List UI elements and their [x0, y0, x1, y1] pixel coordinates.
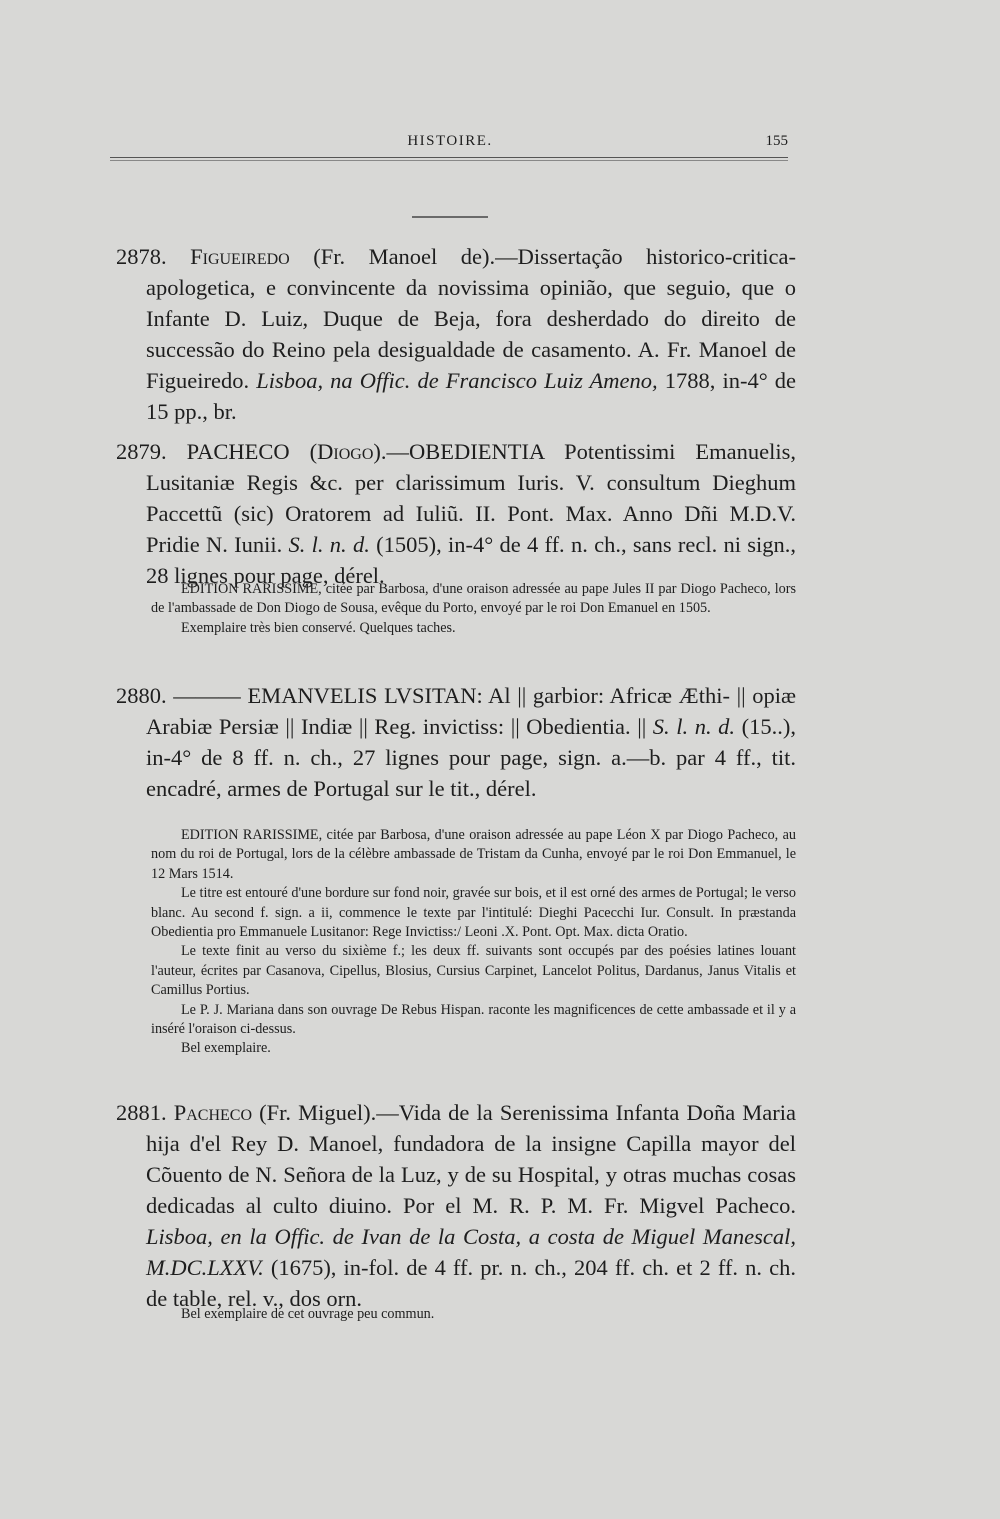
- entry-title: —Vida de la Serenissima Infanta Doña Maria hija d'el Rey D. Manoel, fundadora de la insigne Capilla mayor del Cõuento de N. Señora de la Luz, y de su Hospital, y otras muchas cosas dedicadas al culto diuino. Por el M. R. P. M. Fr. Migvel Pacheco.: [146, 1100, 797, 1218]
- running-head: [112, 133, 788, 157]
- entry-number: 2880.: [116, 683, 167, 708]
- note-paragraph: Bel exemplaire de cet ouvrage peu commun.: [181, 1306, 435, 1322]
- entry-author-detail: (Fr. Manoel de).: [289, 244, 496, 269]
- entry-imprint: Lisboa, na Offic. de Francisco Luiz Ameno,: [256, 368, 658, 393]
- note-paragraph: Bel exemplaire.: [181, 1040, 271, 1057]
- note-paragraph: Le P. J. Mariana dans son ouvrage De Rebus Hispan. raconte les magnificences de cette ambassade et il y a inséré l'oraison ci-dessus.: [151, 1001, 796, 1038]
- entry-author-firstname: Diogo: [317, 439, 374, 464]
- entry-number: 2881.: [116, 1100, 167, 1125]
- entry-collation: 1788, in-4° de 15 pp., br.: [146, 368, 797, 424]
- note-paragraph: EDITION RARISSIME, citée par Barbosa, d'une oraison adressée au pape Léon X par Diogo Pacheco, au nom du roi de Portugal, lors de la célèbre ambassade de Tristam da Cunha, envoyé par le roi Don Emmanuel, le 12 Mars 1514.: [151, 827, 796, 882]
- page-title: HISTOIRE.: [407, 133, 493, 149]
- entry-collation: (15..), in-4° de 8 ff. n. ch., 27 lignes pour page, sign. a.—b. par 4 ff., tit. encadré, armes de Portugal sur le tit., dérel.: [146, 714, 796, 801]
- entry-imprint: S. l. n. d.: [652, 714, 736, 739]
- note-paragraph: EDITION RARISSIME, citée par Barbosa, d'une oraison adressée au pape Jules II par Diogo Pacheco, lors de l'ambassade de Don Diogo de Sousa, evêque du Porto, envoyé par le roi Don Emanuel en 1505.: [151, 581, 796, 617]
- entry-title: EMANVELIS LVSITAN: Al || garbior: Africæ Æthi- || opiæ Arabiæ Persiæ || Indiæ || Reg. invictiss: || Obedientia. ||: [146, 683, 797, 739]
- note-paragraph: Exemplaire très bien conservé. Quelques taches.: [181, 619, 456, 636]
- entry-number: 2878.: [116, 244, 167, 269]
- catalog-entry-2879: [116, 436, 796, 591]
- note-paragraph: Le texte finit au verso du sixième f.; les deux ff. suivants sont occupés par des poésies latines louant l'auteur, écrites par Casanova, Cipellus, Blosius, Cursius Carpinet, Lancelot Politus, Dardanus, Janus Vitalis et Camillus Portius.: [151, 943, 796, 999]
- entry-collation: (1675), in-fol. de 4 ff. pr. n. ch., 204 ff. ch. et 2 ff. n. ch. de table, rel. v., dos orn.: [146, 1255, 796, 1311]
- ditto-dash: ———: [166, 683, 248, 708]
- entry-author: Pacheco: [173, 1100, 253, 1125]
- entry-note-2881: [151, 1305, 796, 1324]
- catalog-entry-2881: [116, 1097, 797, 1314]
- ornamental-rule: [412, 216, 488, 218]
- entry-collation: (1505), in-4° de 4 ff. n. ch., sans recl. ni sign., 28 lignes pour page, dérel.: [146, 532, 796, 588]
- catalog-entry-2880: [116, 680, 797, 804]
- header-rule-secondary: [110, 160, 788, 161]
- entry-title: —OBEDIENTIA Potentissimi Emanuelis, Lusitaniæ Regis &c. per clarissimum Iuris. V. consultum Dieghum Paccettũ (sic) Oratorem ad Iuliũ. II. Pont. Max. Anno Dñi M.D.V. Pridie N. Iunii.: [146, 439, 796, 557]
- entry-imprint: Lisboa, en la Offic. de Ivan de la Costa, a costa de Miguel Manescal, M.DC.LXXV.: [146, 1224, 796, 1280]
- entry-note-2879: [151, 580, 796, 638]
- entry-imprint: S. l. n. d.: [288, 532, 370, 557]
- entry-author-close: ).: [373, 439, 387, 464]
- entry-author-detail: (Fr. Miguel).: [252, 1100, 377, 1125]
- note-paragraph: Le titre est entouré d'une bordure sur fond noir, gravée sur bois, et il est orné des armes de Portugal; le verso blanc. Au second f. sign. a ii, commence le texte par l'intitulé: Dieghi Pacecchi Iur. Consult. In præstanda Obedientia pro Emmanuele Lusitanor: Rege Invictiss:/ Leoni .X. Pont. Opt. Max. dicta Oratio.: [151, 885, 796, 941]
- entry-note-2880: [151, 826, 796, 1059]
- entry-number: 2879.: [116, 439, 167, 464]
- catalog-entry-2878: [116, 241, 797, 427]
- header-rule: [110, 157, 788, 158]
- entry-title: —Dissertação historico-critica-apologetica, e convincente da novissima opinião, que seguio, que o Infante D. Luiz, Duque de Beja, fora desherdado do direito de successão do Reino pela desigualdade de casamento. A. Fr. Manoel de Figueiredo.: [146, 244, 797, 393]
- entry-author: PACHECO (: [186, 439, 318, 464]
- entry-author: Figueiredo: [190, 244, 290, 269]
- page-number: 155: [765, 133, 788, 149]
